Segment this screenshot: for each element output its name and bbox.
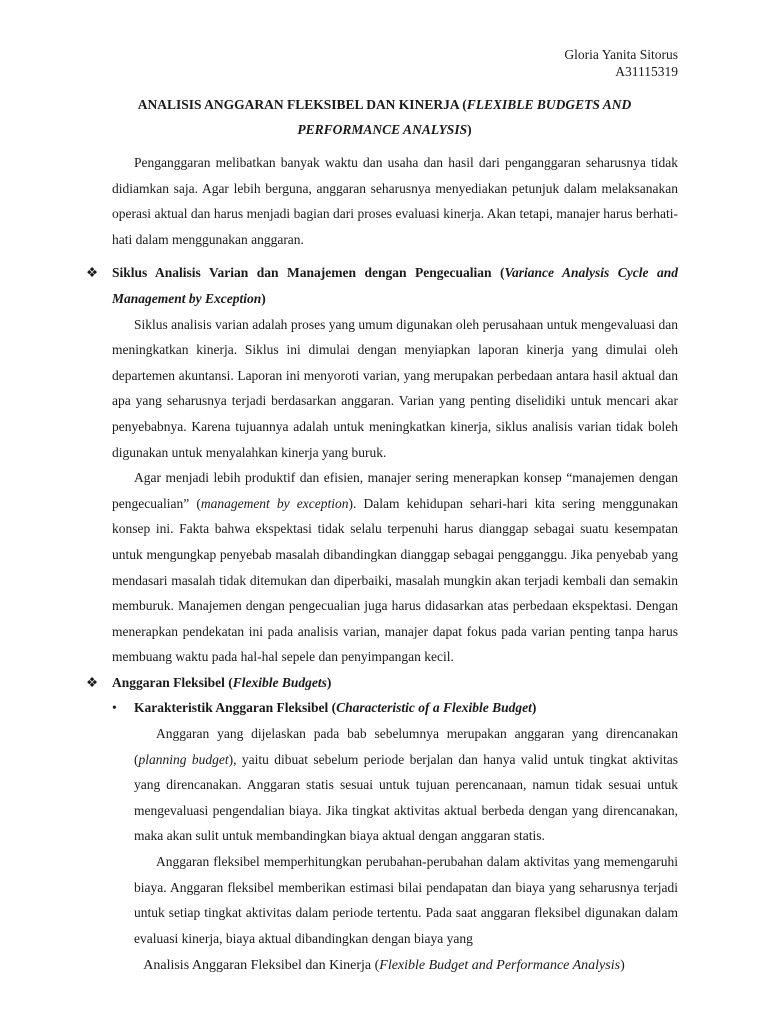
paragraph: Siklus analisis varian adalah proses yang umum digunakan oleh perusahaan untuk mengevaluasi dan meningkatkan kinerja. Siklus ini dimulai dengan menyiapkan laporan kinerja yang dimulai oleh departemen akuntansi. Laporan ini menyoroti varian, yang merupakan perbedaan antara hasil aktual dan apa yang seharusnya terjadi berdasarkan anggaran. Varian yang penting diselidiki untuk mencari akar penyebabnya. Karena tujuannya adalah untuk meningkatkan kinerja, siklus analisis varian tidak boleh digunakan untuk menyalahkan kinerja yang buruk. [112,316,678,460]
diamond-bullet-icon: ❖ [86,265,99,281]
diamond-bullet-icon: ❖ [86,674,99,690]
paragraph: Anggaran yang dijelaskan pada bab sebelumnya merupakan anggaran yang direncanakan (planning budget), yaitu dibuat sebelum periode berjalan dan hanya valid untuk tingkat aktivitas yang direncanakan. Anggaran statis sesuai untuk tujuan perencanaan, namun tidak sesuai untuk mengevaluasi pengendalian biaya. Jika tingkat aktivitas aktual berbeda dengan yang direncanakan, maka akan sulit untuk membandingkan biaya aktual dengan anggaran statis. [134,726,678,844]
document-body [86,150,678,951]
bullet-icon: • [112,700,117,716]
intro-paragraph: Penganggaran melibatkan banyak waktu dan usaha dan hasil dari penganggaran seharusnya tidak didiamkan saja. Agar lebih berguna, anggaran seharusnya menyediakan petunjuk dalam melaksanakan operasi aktual dan harus menjadi bagian dari proses evaluasi kinerja. Akan tetapi, manajer harus berhati-hati dalam menggunakan anggaran. [112,155,678,247]
author-block [564,46,678,80]
subsection-characteristic [112,695,678,951]
paragraph: Agar menjadi lebih produktif dan efisien, manajer sering menerapkan konsep “manajemen dengan pengecualian” (management by exception). Dalam kehidupan sehari-hari kita sering menggunakan konsep ini. Fakta bahwa ekspektasi tidak selalu terpenuhi harus dianggap sebagai suatu kesempatan untuk mengungkap penyebab masalah dibandingkan dianggap sebagai pengganggu. Jika penyebab yang mendasari masalah tidak ditemukan dan diperbaiki, masalah mungkin akan terjadi kembali dan semakin memburuk. Manajemen dengan pengecualian juga harus didasarkan atas perbedaan ekspektasi. Dengan menerapkan pendekatan ini pada analisis varian, manajer dapat fokus pada varian penting tanpa harus membuang waktu pada hal-hal sepele dan penyimpangan kecil. [112,470,678,665]
paragraph: Anggaran fleksibel memperhitungkan perubahan-perubahan dalam aktivitas yang memengaruhi biaya. Anggaran fleksibel memberikan estimasi bilai pendapatan dan biaya yang seharusnya terjadi untuk setiap tingkat aktivitas dalam periode tertentu. Pada saat anggaran fleksibel digunakan dalam evaluasi kinerja, biaya aktual dibandingkan dengan biaya yang [134,854,678,946]
section-heading-variance: ❖ Siklus Analisis Varian dan Manajemen dengan Pengecualian (Variance Analysis Cycle and Management by Exception) [112,260,678,311]
section-heading-flexible-budgets: ❖ Anggaran Fleksibel (Flexible Budgets) [112,670,678,696]
author-id: A31115319 [615,64,678,79]
subsection-heading: • Karakteristik Anggaran Fleksibel (Characteristic of a Flexible Budget) [134,695,678,721]
document-title: ANALISIS ANGGARAN FLEKSIBEL DAN KINERJA (FLEXIBLE BUDGETS AND PERFORMANCE ANALYSIS) [137,97,632,137]
author-name: Gloria Yanita Sitorus [564,47,678,62]
page-footer: Analisis Anggaran Fleksibel dan Kinerja (Flexible Budget and Performance Analysis) [143,958,625,973]
